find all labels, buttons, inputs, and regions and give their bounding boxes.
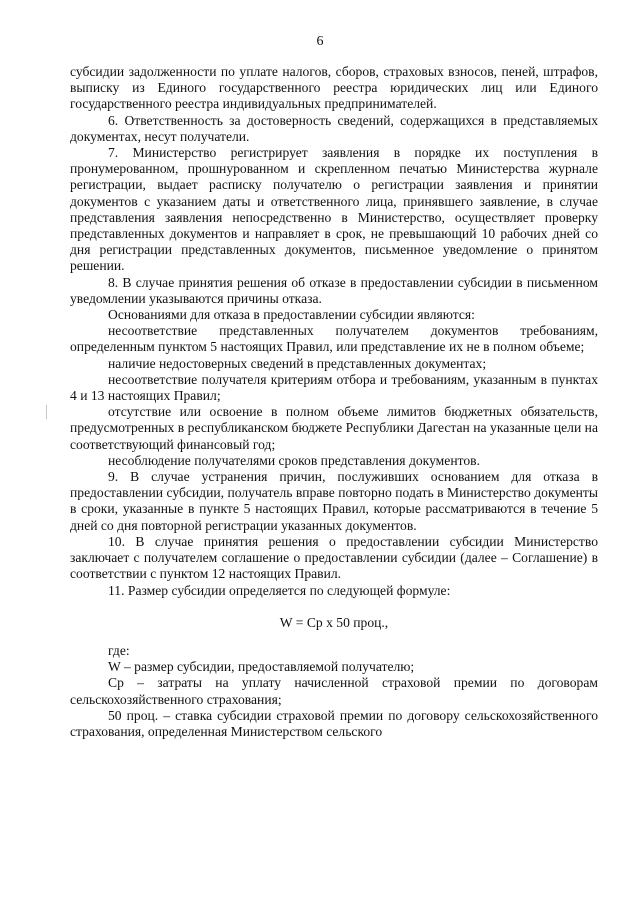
paragraph-item-7: 7. Министерство регистрирует заявления в порядке их поступления в пронумерованном, прошнурованном и скрепленном печатью Министерства журнале регистрации, выдает расписку получателю о регистрации заявления и принятии документов с указанием даты и ответственного лица, принявшего заявление, в случае представления заявления непосредственно в Министерство, осуществляет проверку представленных документов и направляет в срок, не превышающий 10 рабочих дней со дня регистрации представленных документов, письменное уведомление о принятом решении. bbox=[70, 145, 598, 274]
document-body bbox=[70, 64, 598, 740]
paragraph-ground-3: несоответствие получателя критериям отбора и требованиям, указанным в пунктах 4 и 13 настоящих Правил; bbox=[70, 371, 598, 404]
paragraph-item-10: 10. В случае принятия решения о предоставлении субсидии Министерство заключает с получателем соглашение о предоставлении субсидии (далее – Соглашение) в соответствии с пунктом 12 настоящих Правил. bbox=[70, 533, 598, 582]
formula-var-w: W – размер субсидии, предоставляемой получателю; bbox=[108, 659, 415, 675]
page-number: 6 bbox=[316, 34, 324, 49]
formula-var-cr: Ср – затраты на уплату начисленной страховой премии по договорам сельскохозяйственного страхования; bbox=[70, 675, 598, 707]
paragraph-item-8: 8. В случае принятия решения об отказе в предоставлении субсидии в письменном уведомлении указываются причины отказа. bbox=[70, 274, 598, 306]
paragraph-item-6: 6. Ответственность за достоверность сведений, содержащихся в представляемых документах, несут получатели. bbox=[70, 112, 598, 144]
paragraph-ground-5: несоблюдение получателями сроков представления документов. bbox=[108, 452, 480, 468]
formula: W = Ср х 50 проц., bbox=[279, 614, 389, 630]
paragraph-ground-1: несоответствие представленных получателем документов требованиям, определенным пунктом 5 настоящих Правил, или представление их не в полном объеме; bbox=[70, 323, 598, 355]
paragraph-ground-4: отсутствие или освоение в полном объеме лимитов бюджетных обязательств, предусмотренных в республиканском бюджете Республики Дагестан на указанные цели на соответствующий финансовый год; bbox=[70, 404, 598, 452]
paragraph-grounds-heading: Основаниями для отказа в предоставлении субсидии являются: bbox=[108, 307, 475, 323]
paragraph-item-11: 11. Размер субсидии определяется по следующей формуле: bbox=[108, 582, 451, 598]
formula-var-rate: 50 проц. – ставка субсидии страховой премии по договору сельскохозяйственного страхования, определенная Министерством сельского bbox=[70, 707, 598, 739]
paragraph-item-9: 9. В случае устранения причин, послуживших основанием для отказа в предоставлении субсидии, получатель вправе повторно подать в Министерство документы в сроки, указанные в пункте 5 настоящих Правил, которые рассматриваются в течение 5 дней со дня повторной регистрации указанных документов. bbox=[70, 469, 598, 533]
formula-where: где: bbox=[108, 642, 130, 658]
paragraph-continuation: субсидии задолженности по уплате налогов, сборов, страховых взносов, пеней, штрафов, выписку из Единого государственного реестра юридических лиц или Единого государственного реестра индивидуальных предпринимателей. bbox=[70, 64, 598, 112]
margin-mark bbox=[46, 405, 47, 419]
paragraph-ground-2: наличие недостоверных сведений в представленных документах; bbox=[108, 355, 487, 371]
